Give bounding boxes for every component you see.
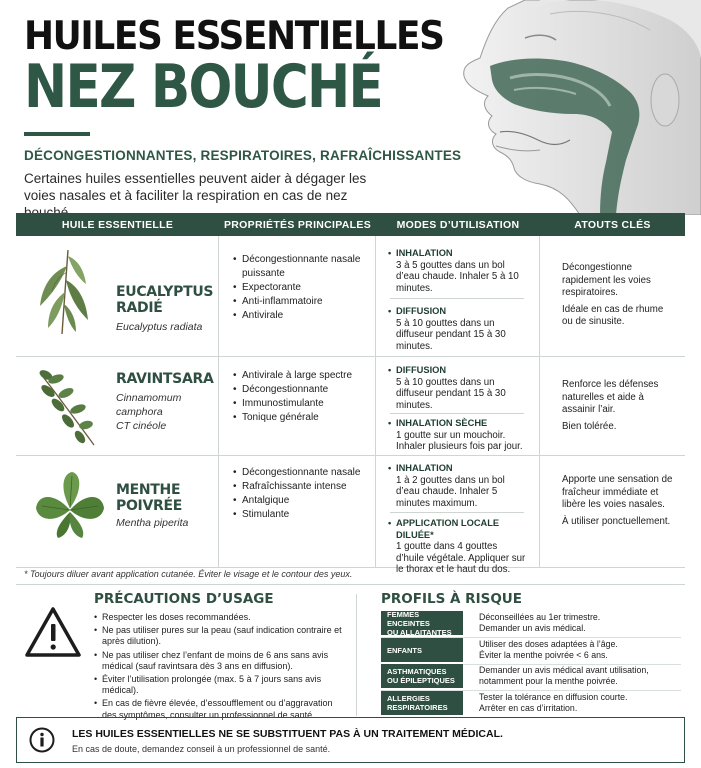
oil-name: MENTHE POIVRÉE [116,482,183,514]
atout-line: Apporte une sensation de fraîcheur immédiate et libère les voies nasales. [562,474,673,510]
mode-block [388,248,526,294]
oil-cell [16,236,219,356]
intro-text: Certaines huiles essentielles peuvent aider à dégager les voies nasales et à faciliter la respiration en cas de nez [24,171,367,203]
column-divider [356,594,357,716]
mode-text: 1 à 2 gouttes dans un bol d’eau chaude. Inhaler 5 minutes maximum. [396,474,505,509]
notice-title: LES HUILES ESSENTIELLES NE SE SUBSTITUENT PAS À UN TRAITEMENT MÉDICAL. [72,728,503,740]
atout-line: À utiliser ponctuellement. [562,515,671,527]
oil-cell [16,456,219,567]
mode-title: • APPLICATION LOCALE DILUÉE* [388,518,526,541]
atouts-text [562,379,674,437]
risk-profiles-title: PROFILS À RISQUE [381,591,522,607]
oil-name: RAVINTSARA [116,371,214,387]
list-item: • Rafraîchissante intense [233,480,360,494]
risk-row [381,611,681,635]
atouts-text [562,262,674,333]
list-item: • Antivirale [233,309,375,323]
section-divider [16,584,685,585]
list-item: • Stimulante [233,508,360,522]
table-row [16,236,685,357]
mode-divider [390,413,524,414]
col-header-modes: MODES D’UTILISATION [396,218,520,231]
props-cell [219,456,376,567]
props-list [233,466,360,522]
oil-cell [16,357,219,455]
info-icon [29,727,55,753]
props-cell [219,236,376,356]
mode-block [388,365,526,411]
list-item: • Tonique générale [233,411,352,425]
col-header-huile: HUILE ESSENTIELLE [61,218,174,231]
precautions-list [94,612,342,723]
table-row [16,357,685,456]
mode-block [388,418,526,453]
props-cell [219,357,376,455]
medical-notice [16,717,685,763]
ravintsara-branch-icon [32,363,102,453]
mode-text: 1 goutte sur un mouchoir. Inhaler plusieurs fois par jour. [396,429,523,452]
table-footnote: * Toujours diluer avant application cutanée. Éviter le visage et le contour des yeux. [24,569,353,579]
eucalyptus-leaves-icon [32,246,102,336]
page-subtitle: DÉCONGESTIONNANTES, RESPIRATOIRES, RAFRAÎCHISSANTES [24,148,462,163]
mode-text: 3 à 5 gouttes dans un bol d’eau chaude. Inhaler 5 à 10 minutes. [396,259,519,294]
mode-block [388,306,526,352]
title-divider [24,132,90,136]
props-list [233,369,352,425]
list-item: • Antivirale à large spectre [233,369,352,383]
col-header-proprietes: PROPRIÉTÉS PRINCIPALES [223,218,371,231]
list-item: • Décongestionnante [233,383,352,397]
risk-text: Déconseillées au 1er trimestre. Demander un avis médical. [479,612,601,633]
list-item: • En cas de fièvre élevée, d’essoufflement ou d’aggravation des symptômes, consulter un professionnel de santé. [94,698,342,720]
mode-divider [390,512,524,513]
props-list [233,253,375,323]
risk-badge: ALLERGIES RESPIRATOIRES [381,691,463,715]
atouts-cell [540,456,685,567]
atouts-cell [540,357,685,455]
col-header-atouts: ATOUTS CLÉS [574,218,651,231]
atouts-text [562,474,674,532]
risk-badge: ASTHMATIQUES OU ÉPILEPTIQUES [381,664,463,688]
page-title-line2: NEZ BOUCHÉ [24,52,383,122]
oil-name: EUCALYPTUS RADIÉ [116,284,214,316]
list-item: • Respecter les doses recommandées. [94,612,342,623]
mode-text: 5 à 10 gouttes dans un diffuseur pendant 15 à 30 minutes. [396,317,506,352]
warning-triangle-icon [24,606,82,658]
mint-leaves-icon [32,470,108,540]
mode-title: • DIFFUSION [388,306,526,318]
risk-badge: FEMMES ENCEINTES OU ALLAITANTES [381,611,463,635]
mode-text: 5 à 10 gouttes dans un diffuseur pendant 15 à 30 minutes. [396,376,506,411]
precautions-title: PRÉCAUTIONS D’USAGE [94,591,274,607]
notice-subtext: En cas de doute, demandez conseil à un professionnel de santé. [72,744,331,754]
risk-row [381,638,681,662]
list-item: • Décongestionnante nasale puissante [233,253,375,280]
atout-line: Décongestionne rapidement les voies respiratoires. [562,262,651,298]
table-header [16,213,685,236]
oil-latin-name: Mentha piperita [116,517,189,529]
mode-text: 1 goutte dans 4 gouttes d’huile végétale. Appliquer sur le thorax et le haut du dos. [396,541,526,575]
risk-row [381,691,681,715]
list-item: • Expectorante [233,281,375,295]
mode-title: • DIFFUSION [388,365,526,377]
mode-title: • INHALATION [388,463,526,475]
mode-title: • INHALATION SÈCHE [388,418,526,430]
atout-line: Renforce les défenses naturelles et aide à assainir l’air. [562,379,659,415]
modes-cell [376,456,540,575]
list-item: • Décongestionnante nasale [233,466,360,480]
oil-latin-name: Eucalyptus radiata [116,321,203,333]
mode-title: • INHALATION [388,248,526,260]
modes-cell [376,236,540,356]
page-title-line1: HUILES ESSENTIELLES [24,14,444,59]
mode-divider [390,298,524,299]
mode-block [388,463,526,509]
list-item: • Ne pas utiliser chez l’enfant de moins de 6 ans sans avis médical (sauf ravintsara dès 3 ans en diffusion). [94,650,342,672]
list-item: • Éviter l’utilisation prolongée (max. 5 à 7 jours sans avis médical). [94,674,342,696]
risk-badge: ENFANTS [381,638,463,662]
mode-block [388,518,526,576]
oil-latin-name: Cinnamomum camphora CT cinéole [116,392,182,432]
head-profile-illustration-icon [430,0,701,215]
atout-line: Idéale en cas de rhume ou de sinusite. [562,303,664,327]
list-item: • Antalgique [233,494,360,508]
risk-text: Utiliser des doses adaptées à l’âge. Éviter la menthe poivrée < 6 ans. [479,639,618,660]
risk-text: Tester la tolérance en diffusion courte. Arrêter en cas d’irritation. [479,692,628,713]
list-item: • Immunostimulante [233,397,352,411]
list-item: • Ne pas utiliser pures sur la peau (sauf indication contraire et après dilution). [94,625,342,647]
risk-text: Demander un avis médical avant utilisation, notamment pour la menthe poivrée. [479,665,649,686]
modes-cell [376,357,540,455]
risk-row [381,664,681,688]
atouts-cell [540,236,685,356]
atout-line: Bien tolérée. [562,420,617,432]
list-item: • Anti-inflammatoire [233,295,375,309]
